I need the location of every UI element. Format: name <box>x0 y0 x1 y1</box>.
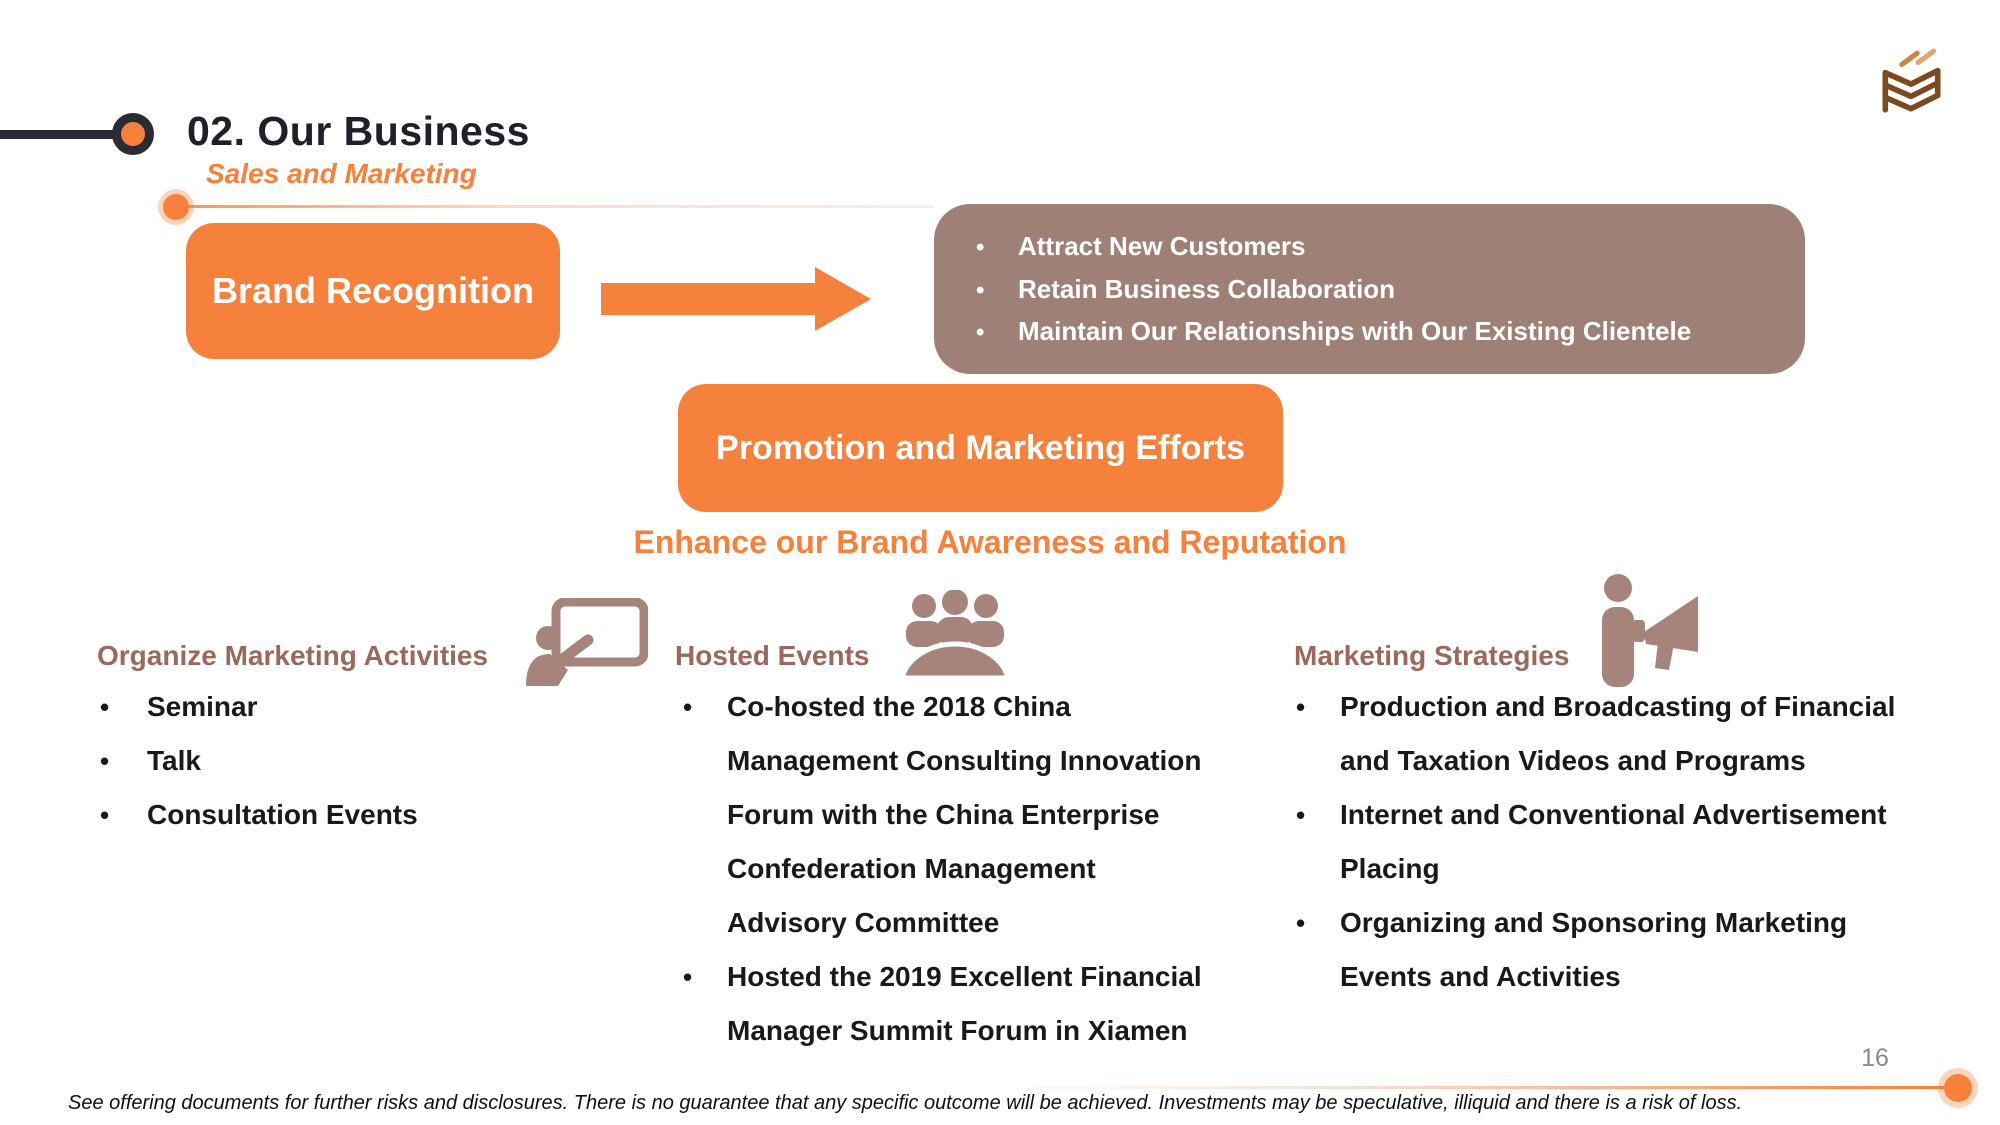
bullet-icon: • <box>683 962 693 992</box>
brand-recognition-label: Brand Recognition <box>212 270 534 311</box>
promotion-label: Promotion and Marketing Efforts <box>716 428 1245 467</box>
marketing-strategies-list <box>1296 680 1976 1004</box>
list-item-line: Internet and Conventional Advertisement <box>1340 799 1887 830</box>
list-item <box>683 680 1283 950</box>
list-item-line: Events and Activities <box>1340 961 1621 992</box>
company-logo-stacked-ledger-icon <box>1876 44 1946 120</box>
list-item-line: Organizing and Sponsoring Marketing <box>1340 907 1848 938</box>
audience-meeting-icon <box>894 590 1016 678</box>
page-title: 02. Our Business <box>187 108 530 154</box>
list-item <box>683 950 1283 1058</box>
brand-recognition-box <box>186 223 560 359</box>
list-item <box>100 788 660 842</box>
top-accent-bullseye <box>112 113 154 155</box>
bullet-icon: • <box>1296 692 1306 722</box>
page-subtitle: Sales and Marketing <box>206 158 477 189</box>
column-heading-hosted-events: Hosted Events <box>675 640 870 671</box>
list-item-line: Hosted the 2019 Excellent Financial <box>727 961 1202 992</box>
outcome-row <box>976 231 1781 262</box>
list-item-line: Advisory Committee <box>727 907 1000 938</box>
bullet-icon: • <box>976 276 985 304</box>
column-heading-organize-marketing-activities: Organize Marketing Activities <box>97 640 489 671</box>
bullet-icon: • <box>1296 908 1306 938</box>
column-heading-marketing-strategies: Marketing Strategies <box>1294 640 1570 671</box>
list-item-line: Talk <box>147 745 201 776</box>
list-item-line: Confederation Management <box>727 853 1096 884</box>
flow-arrow-shaft <box>601 283 815 315</box>
outcome-text: Maintain Our Relationships with Our Existing Clientele <box>1018 315 1692 346</box>
footer-disclaimer: See offering documents for further risks and disclosures. There is no guarantee that any specific outcome will be achieved. Investments may be speculative, illiquid and there is a risk of loss. <box>68 1092 1743 1114</box>
megaphone-announcer-icon <box>1588 572 1706 690</box>
list-item-line: Co-hosted the 2018 China <box>727 691 1071 722</box>
enhance-caption: Enhance our Brand Awareness and Reputation <box>633 524 1347 560</box>
outcome-text: Retain Business Collaboration <box>1018 273 1396 304</box>
bullet-icon: • <box>1296 800 1306 830</box>
presentation-board-icon <box>524 598 648 686</box>
list-item <box>1296 896 1976 1004</box>
list-item-line: Production and Broadcasting of Financial <box>1340 691 1896 722</box>
list-item <box>1296 680 1976 788</box>
subtitle-rule <box>178 205 934 208</box>
flow-arrow-head-icon <box>815 267 871 331</box>
list-item-line: and Taxation Videos and Programs <box>1340 745 1806 776</box>
outcomes-box <box>934 204 1805 374</box>
outcome-row <box>976 274 1781 305</box>
outcome-row <box>976 316 1781 347</box>
footer-dot-icon <box>1944 1074 1972 1102</box>
bullet-icon: • <box>100 692 110 722</box>
page-number: 16 <box>1861 1044 1889 1072</box>
list-item <box>1296 788 1976 896</box>
bullet-icon: • <box>100 800 110 830</box>
hosted-events-list <box>683 680 1283 1058</box>
list-item <box>100 680 660 734</box>
bullet-icon: • <box>100 746 110 776</box>
promotion-box <box>678 384 1283 512</box>
list-item-line: Consultation Events <box>147 799 418 830</box>
organize-marketing-activities-list <box>100 680 660 842</box>
list-item-line: Placing <box>1340 853 1440 884</box>
outcome-text: Attract New Customers <box>1018 231 1306 262</box>
top-accent-line <box>0 130 118 139</box>
list-item-line: Manager Summit Forum in Xiamen <box>727 1015 1188 1046</box>
list-item <box>100 734 660 788</box>
footer-rule <box>985 1086 1945 1089</box>
list-item-line: Forum with the China Enterprise <box>727 799 1160 830</box>
list-item-line: Management Consulting Innovation <box>727 745 1202 776</box>
bullet-icon: • <box>976 318 985 346</box>
list-item-line: Seminar <box>147 691 258 722</box>
bullet-icon: • <box>683 692 693 722</box>
bullet-icon: • <box>976 234 985 262</box>
